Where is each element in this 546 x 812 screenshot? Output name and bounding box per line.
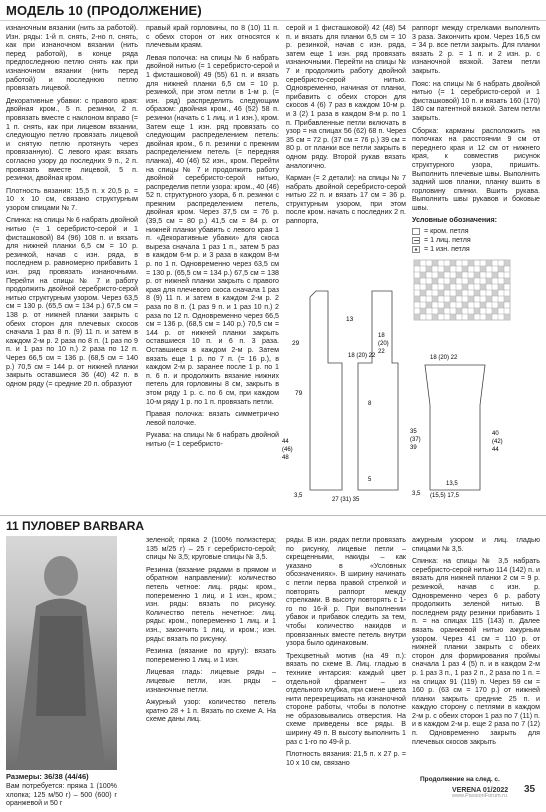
legend-title: Условные обозначения: — [412, 216, 498, 225]
dim-label: (20) — [378, 341, 389, 347]
chart-cell — [420, 266, 426, 272]
watermark-site: www.PassionForum.ru — [452, 793, 508, 799]
dim-label: 27 (31) 35 — [332, 497, 360, 503]
chart-cell — [414, 266, 420, 272]
text-column-3 — [286, 24, 406, 230]
chart-cell — [414, 260, 420, 266]
page-number: 35 — [524, 784, 536, 795]
paragraph: Трехцветный мотив (на 49 п.): вязать по схеме В. Лиц. гладью в технике интарсия: каждый цвет отдельной фрагмент – из отдельного клубка, при смене цвета нити перекрещивать на изнаночной стороне работы, чтобы в полотне не образовывались отверстия. На схеме приведены все ряды. В ширину 49 п. В высоту выполнить 1 раз с 1-го по 49-й р. — [286, 651, 406, 746]
chart-cell — [444, 278, 450, 284]
chart-cell — [504, 278, 510, 284]
chart-cell — [474, 266, 480, 272]
paragraph: ажурным узором и лиц. гладью спицами № 3,5. — [412, 536, 540, 553]
section-title: 11 ПУЛОВЕР BARBARA — [6, 519, 145, 533]
chart-cell — [486, 260, 492, 266]
paragraph: изнаночным вязании (нить за работой). Изн. ряды: 1-й п. снять, 2-но п. снять, как при изнаночном вязании (нить перед работой), в конце ряда предпоследнюю петлю снять как при изнаночном вязании (нить перед работой) и последнюю петлю провязать лицевой. — [6, 24, 138, 93]
chart-cell — [486, 266, 492, 272]
chart-cell — [438, 266, 444, 272]
chart-cell — [432, 272, 438, 278]
legend-label: = кром. петля — [424, 227, 469, 236]
chart-cell — [474, 278, 480, 284]
chart-cell — [450, 260, 456, 266]
paragraph: серой и 1 фисташковой) 42 (48) 54 п. и вязать для планки 6,5 см = 10 р. резинкой, начав с изн. ряда, затем еще 1 изн. ряд провязать изнаночными. Перейти на спицы № 7 и продолжить работу двойной серебристо-серой нитью. Одновременно, начиная от планки, прибавить с обеих сторон для скосов 4 (6) 7 раз в каждом 10-м р. и 3 (2) 1 раза в каждом 8-м р. по 1 п. Прибавленные петли включать в узор = на спицах 56 (62) 68 п. Через 35 см = 72 р. (37 см = 76 р.) 39 см = 80 р. от планки все петли закрыть в одном ряду. Второй рукав вязать аналогично. — [286, 24, 406, 170]
s2-column-1-text — [6, 782, 117, 812]
chart-cell — [414, 272, 420, 278]
chart-cell — [486, 278, 492, 284]
chart-cell — [474, 260, 480, 266]
legend-label: = 1 лиц. петля — [424, 236, 471, 245]
chart-cell — [456, 272, 462, 278]
paragraph: Правая полочка: вязать симметрично левой полочке. — [146, 410, 279, 427]
chart-cell — [456, 278, 462, 284]
legend — [412, 216, 540, 254]
dim-label: (15,5) 17,5 — [430, 493, 460, 499]
dim-label: 40 — [492, 431, 499, 437]
chart-cell — [504, 266, 510, 272]
paragraph: Карман (= 2 детали): на спицы № 7 набрать двойной серебристо-серой нитью 22 п. и вязать 17 см = 36 р. структурным узором, при этом после кром. начать с последних 2 п. раппорта, — [286, 174, 406, 226]
chart-cell — [438, 278, 444, 284]
sleeve-outline — [425, 365, 485, 490]
chart-cell — [432, 278, 438, 284]
magazine-brand: VERENA 01/2022 — [452, 787, 509, 794]
legend-label: = 1 изн. петля — [424, 245, 470, 254]
paragraph: Плотность вязания: 15,5 п. x 20,5 р. = 10 x 10 см, связано структурным узором спицами № 7. — [6, 186, 138, 212]
continued-note: Продолжение на след. с. — [420, 776, 500, 783]
chart-cell — [474, 272, 480, 278]
dim-label: 44 — [282, 439, 289, 445]
legend-item — [412, 236, 540, 245]
dim-label: 48 — [282, 455, 289, 461]
chart-cell — [486, 272, 492, 278]
legend-item — [412, 245, 540, 254]
chart-cell — [420, 272, 426, 278]
dim-label: 18 — [378, 333, 385, 339]
paragraph: Плотность вязания: 21,5 п. x 27 р. = 10 x 10 см, связано — [286, 750, 406, 767]
chart-cell — [492, 266, 498, 272]
paragraph: Вам потребуется: пряжа 1 (100% хлопка; 125 м/50 г) – 500 (600) г оранжевой и 50 г — [6, 782, 117, 808]
dim-label: 3,5 — [412, 491, 421, 497]
dim-label: 13,5 — [446, 481, 458, 487]
dim-label: (46) — [282, 447, 293, 453]
chart-cell — [426, 260, 432, 266]
dim-label: 35 — [410, 429, 417, 435]
paragraph: правый край горловины, по 8 (10) 11 п. с обеих сторон от них относятся к плечевым краям. — [146, 24, 279, 50]
chart-cell — [468, 266, 474, 272]
chart-cell — [480, 272, 486, 278]
chart-cell — [480, 260, 486, 266]
chart-cell — [498, 260, 504, 266]
paragraph: зеленой; пряжа 2 (100% полиэстера; 135 м/25 г) – 25 г серебристо-серой; спицы № 3,5; круговые спицы № 3,5. — [146, 536, 276, 562]
back-piece-outline — [358, 291, 398, 490]
paragraph: Пояс: на спицы № 6 набрать двойной нитью (= 1 серебристо-серой и 1 фисташковой) 10 п. и вязать 160 (170) 180 см патентной вязкой. Затем петли закрыть. — [412, 79, 540, 122]
edge-stitch-icon — [412, 228, 420, 235]
text-column-1 — [6, 24, 138, 392]
chart-cell — [420, 260, 426, 266]
chart-cell — [498, 272, 504, 278]
chart-cell — [414, 278, 420, 284]
chart-cell — [432, 266, 438, 272]
paragraph: Резинка (вязание рядами в прямом и обратном направлении): количество петель четное: лиц. ряды: кром., попеременно 1 лиц. и 1 изн., кром.; изн. ряды: вязать по рисунку. Количество петель нечетное: лиц. ряды: кром., попеременно 1 лиц. и 1 изн., закончить 1 лиц. и кром.; изн. ряды: вязать по рисунку. — [146, 565, 276, 643]
page-title: МОДЕЛЬ 10 (ПРОДОЛЖЕНИЕ) — [6, 3, 202, 18]
paragraph: Рукава: на спицы № 6 набрать двойной нитью (= 1 серебристо- — [146, 431, 279, 448]
chart-cell — [504, 272, 510, 278]
paragraph: ряды. В изн. рядах петли провязать по рисунку, лицевые петли – скрещенными, накиды – как указано в «Условных обозначениях». В ширину начинать с петли перва правой стрелкой и повторять раппорт между стрелками. В высоту повторять с 1-го по 16-й р. При выполнении убавок и прибавок следить за тем, чтобы количество накидов и провязанных вместе петель внутри узора было одинаковым. — [286, 536, 406, 648]
model-photo — [6, 536, 117, 770]
paragraph: Сборка: карманы расположить на полочках на расстоянии 9 см от переднего края и 12 см от нижнего края, к совместив рисунок структурного узора, пришить. Выполнить плечевые швы. Выполнить задний шов планки, планку вшить в горловину спинки. Вшить рукава. Выполнить швы рукавов и боковые швы. — [412, 126, 540, 212]
chart-cell — [450, 278, 456, 284]
chart-cell — [426, 278, 432, 284]
purl-stitch-icon — [412, 246, 420, 253]
paragraph: Резинка (вязание по кругу): вязать попеременно 1 лиц. и 1 изн. — [146, 647, 276, 664]
chart-cell — [444, 260, 450, 266]
dim-label: 29 — [292, 340, 300, 347]
chart-cell — [432, 260, 438, 266]
chart-cell — [492, 278, 498, 284]
paragraph: Левая полочка: на спицы № 6 набрать двойной нитью (= 1 серебристо-серой и 1 фисташковой) 49 (55) 61 п. и вязать для нижней планки 6,5 см = 10 р. резинкой, при этом петли в 1-м р. (= изн. ряд) распределить следующим образом: двойная кром., 46 (52) 58 п. резинки (начать с 1 лиц. и 1 изн.), кром. Затем еще 1 изн. ряд провязать со следующим распределением петель: двойная кром., 6 п. резинки с прежним распределением петель (= передняя планка), 40 (46) 52 изн., кром. Перейти на спицы № 7 и продолжить работу двойной серебристо-серой нитью, распределив петли узора: кром., 40 (46) 52 п. структурного узора, 6 п. резинки с прежним распределением петель, двойная кром. Через 37,5 см = 76 р. (39,5 см = 80 р.) 41,5 см = 84 р. от нижней планки убавить с левого края 1 п. «Декоративные убавки» для скоса выреза сначала 1 раз 1 п., затем 5 раз в каждом 6-м р. и 3 раза в каждом 8-м р. по 1 п. Одновременно через 63,5 см = 130 р. (65,5 см = 134 р.) 67,5 см = 138 р. от нижней планки закрыть с правого края для плечевого скоса сначала 1 раз 8 (9) 11 п. и затем в каждом 2-м р. 2 раза по 8 п. (1 раз 9 п. и 1 раз 10 п.) 2 раза по 12 п. Одновременно через 66,5 см = 136 р. (68,5 см = 140 р.) 70,5 см = 144 р. от нижней планки закрыть оставшиеся 10 п. и 6 п. 3 раза. Оставшиеся в каждом 2-м р. Затем вязать еще 1 р. по 7 п. (= 16 р.), в каждом 2-м р. заранее после 1 р. по 1 п. 6 п. и продолжить вязание нижних петель для горловины 8 см, закрыть в этом ряду 1 р. с. по 6 см, при каждом 10-м ряду 1 р. по 1 п. провязать петли. — [146, 53, 279, 406]
chart-cell — [438, 260, 444, 266]
dim-label: 8 — [368, 401, 372, 407]
chart-cell — [420, 278, 426, 284]
dim-label: 3,5 — [294, 493, 303, 499]
s2-column-2 — [146, 536, 276, 728]
chart-cell — [498, 278, 504, 284]
dim-label: (42) — [492, 439, 503, 445]
chart-cell — [450, 272, 456, 278]
paragraph: Декоративные убавки: с правого края: двойная кром., 5 п. резинки, 2 п. провязать вместе с наклоном вправо (= 1 п. снять, как при лицевом вязании, следующую петлю провязать лицевой и снятую петлю протянуть через провязанную). С левого края: вязать согласно узору до последних 9 п., 2 п. провязать вместе лицевой, 5 п. резинки, двойная кром. — [6, 96, 138, 183]
front-piece-outline — [310, 291, 342, 490]
chart-cell — [492, 260, 498, 266]
chart-cell — [444, 266, 450, 272]
dim-label: 44 — [492, 447, 499, 453]
chart-cell — [462, 272, 468, 278]
chart-cell — [462, 266, 468, 272]
section-divider — [0, 515, 546, 516]
chart-cell — [468, 272, 474, 278]
dim-label: 13 — [346, 316, 354, 323]
chart-cell — [468, 260, 474, 266]
dim-label: 79 — [295, 390, 303, 397]
legend-item — [412, 227, 540, 236]
chart-cell — [462, 278, 468, 284]
dim-label: 18 (20) 22 — [348, 353, 376, 359]
s2-column-4 — [412, 536, 540, 750]
garment-schematic — [280, 285, 540, 510]
dim-label: 22 — [378, 349, 385, 355]
chart-cell — [492, 272, 498, 278]
dim-label: 39 — [410, 445, 417, 451]
chart-cell — [456, 260, 462, 266]
section-header — [0, 0, 546, 21]
paragraph: Лицевая гладь: лицевые ряды – лицевые петли, изн. ряды – изнаночные петли. — [146, 668, 276, 694]
knit-stitch-icon — [412, 237, 420, 244]
chart-cell — [480, 266, 486, 272]
text-column-2 — [146, 24, 279, 453]
chart-cell — [438, 272, 444, 278]
chart-cell — [450, 266, 456, 272]
chart-cell — [426, 272, 432, 278]
paragraph: раппорт между стрелками выполнить 3 раза. Закончить кром. Через 16,5 см = 34 р. все петли закрыть. Для планки вязать 2 р. = 1 п. и 2 изн. р. с изнаночной вязкой. Затем петли закрыть. — [412, 24, 540, 75]
chart-cell — [504, 260, 510, 266]
chart-cell — [462, 260, 468, 266]
s2-column-3 — [286, 536, 406, 771]
dim-label: 18 (20) 22 — [430, 355, 458, 361]
sizes-label: Размеры: 36/38 (44/46) — [6, 772, 89, 781]
paragraph: Ажурный узор: количество петель кратно 28 + 1 п. Вязать по схеме А. На схеме даны лиц. — [146, 698, 276, 724]
paragraph: Спинка: на спицы № 3,5 набрать серебристо-серой нитью 114 (142) п. и вязать для нижней планки 2 см = 9 р. резинкой, начав с изн. р. Одновременно через 6 р. работу продолжить зеленой нитью. В последнем ряду резинки прибавить 1 п. = на спицах 115 (143) п. Далее вязать оранжевой нитью ажурным узором. Через 41 см = 110 р. от нижней планки закрыть с обеих сторон для формирования проймы сначала 1 раз 4 (5) п. и в каждом 2-м р. 1 раз 3 п., 1 раз 2 п., 2 раза по 1 п. = на спицах 91 (119) п. Через 59 см = 160 р. (63 см = 170 р.) от нижней планки закрыть средние 25 п. и каждую сторону с петлями в каждом 2-м р. с обеих сторон 1 раз по 7 (11) п. и в каждом 2-м р. еще 2 раза по 7 (12) п. Одновременно закрыть для плечевых скосов закрыть — [412, 557, 540, 746]
chart-cell — [480, 278, 486, 284]
chart-cell — [426, 266, 432, 272]
dim-label: (37) — [410, 437, 421, 443]
chart-cell — [498, 266, 504, 272]
paragraph: Спинка: на спицы № 6 набрать двойной нитью (= 1 серебристо-серой и 1 фисташковой) 84 (96) 108 п. и вязать для нижней планки 6,5 см = 10 р. резинкой, начав с изн. ряда, в последнем р. равномерно прибавить 1 изн. ряд провязать изнаночными. Перейти на спицы № 7 и работу продолжить двойной серебристо-серой нитью структурным узором. Через 63,5 см = 130 р. (65,5 см = 134 р.) 67,5 см = 138 р. от нижней планки закрыть с обеих сторон для плечевых скосов сначала 1 раз 8 п. (9) 11 п. и затем в каждом 2-м р. 2 раза по 8 п. (1 раз по 9 п. и 1 раз по 10 п.) 2 раза по 12 п. Через 66,5 см = 136 р. (68,5 см = 140 р.) 70,5 см = 144 р. от нижней планки закрыть оставшиеся 36 (40) 42 п. в одном ряду (= средние 20 п. образуют — [6, 216, 138, 388]
chart-cell — [456, 266, 462, 272]
dim-label: 5 — [368, 477, 372, 483]
chart-cell — [468, 278, 474, 284]
chart-cell — [444, 272, 450, 278]
